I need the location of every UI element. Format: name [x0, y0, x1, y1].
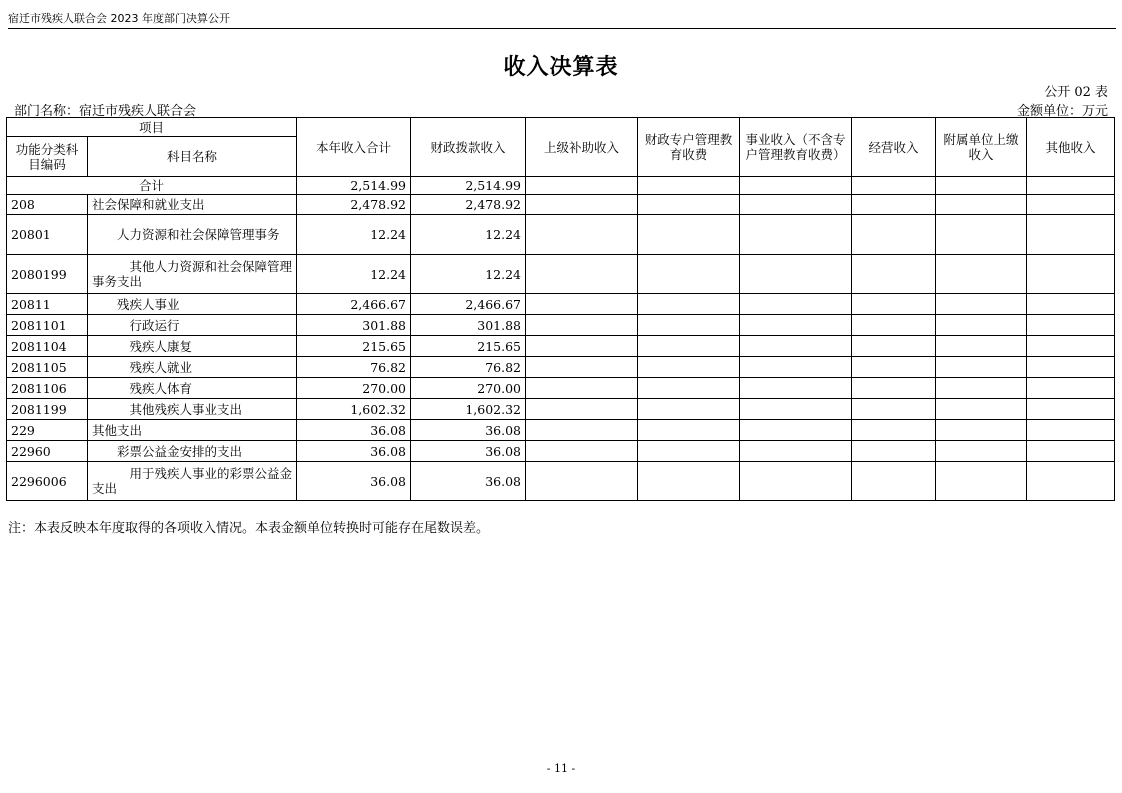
row-code: 229	[7, 420, 88, 441]
row-name: 残疾人康复	[88, 336, 297, 357]
empty-cell	[852, 357, 936, 378]
empty-cell	[852, 255, 936, 294]
empty-cell	[852, 420, 936, 441]
empty-cell	[936, 420, 1027, 441]
row-total: 76.82	[297, 357, 411, 378]
empty-cell	[638, 315, 740, 336]
table-row	[7, 195, 1115, 215]
empty-cell	[936, 462, 1027, 501]
table-row	[7, 357, 1115, 378]
empty-cell	[526, 378, 638, 399]
col-total: 本年收入合计	[297, 118, 411, 177]
empty-cell	[852, 294, 936, 315]
amount-unit: 金额单位：万元	[1016, 104, 1108, 119]
row-fiscal: 36.08	[411, 441, 526, 462]
empty-cell	[638, 255, 740, 294]
row-code: 2081105	[7, 357, 88, 378]
row-code: 208	[7, 195, 88, 215]
empty-cell	[638, 357, 740, 378]
empty-cell	[526, 357, 638, 378]
row-total: 301.88	[297, 315, 411, 336]
row-total: 2,466.67	[297, 294, 411, 315]
empty-cell	[1027, 315, 1115, 336]
row-fiscal: 301.88	[411, 315, 526, 336]
empty-cell	[852, 441, 936, 462]
empty-cell	[526, 462, 638, 501]
empty-cell	[526, 441, 638, 462]
empty-cell	[740, 441, 852, 462]
empty-cell	[936, 195, 1027, 215]
row-code: 2081106	[7, 378, 88, 399]
empty-cell	[936, 441, 1027, 462]
row-code: 2081101	[7, 315, 88, 336]
empty-cell	[638, 441, 740, 462]
row-code: 2081104	[7, 336, 88, 357]
row-code: 20801	[7, 215, 88, 255]
empty-cell	[638, 420, 740, 441]
row-fiscal: 2,478.92	[411, 195, 526, 215]
total-row	[7, 177, 1115, 195]
table-row	[7, 462, 1115, 501]
department-name: 部门名称：宿迁市残疾人联合会	[14, 104, 197, 119]
table-row	[7, 294, 1115, 315]
row-total: 36.08	[297, 441, 411, 462]
empty-cell	[1027, 399, 1115, 420]
row-code: 2081199	[7, 399, 88, 420]
empty-cell	[852, 336, 936, 357]
row-total: 1,602.32	[297, 399, 411, 420]
empty-cell	[526, 315, 638, 336]
empty-cell	[1027, 462, 1115, 501]
empty-cell	[740, 255, 852, 294]
row-name: 残疾人体育	[88, 378, 297, 399]
empty-cell	[936, 177, 1027, 195]
row-name: 残疾人事业	[88, 294, 297, 315]
row-name: 其他支出	[88, 420, 297, 441]
row-name: 行政运行	[88, 315, 297, 336]
row-total: 270.00	[297, 378, 411, 399]
empty-cell	[852, 177, 936, 195]
empty-cell	[526, 215, 638, 255]
col-business: 事业收入（不含专户管理教育收费）	[740, 118, 852, 177]
row-code: 2296006	[7, 462, 88, 501]
row-name: 彩票公益金安排的支出	[88, 441, 297, 462]
empty-cell	[526, 294, 638, 315]
footnote: 注：本表反映本年度取得的各项收入情况。本表金额单位转换时可能存在尾数误差。	[8, 521, 490, 536]
row-name: 社会保障和就业支出	[88, 195, 297, 215]
col-other: 其他收入	[1027, 118, 1115, 177]
row-fiscal: 36.08	[411, 462, 526, 501]
col-subject-name: 科目名称	[88, 137, 297, 177]
page-number: - 11 -	[546, 762, 576, 775]
row-total: 36.08	[297, 420, 411, 441]
empty-cell	[526, 399, 638, 420]
empty-cell	[638, 462, 740, 501]
empty-cell	[526, 195, 638, 215]
table-row	[7, 441, 1115, 462]
row-fiscal: 76.82	[411, 357, 526, 378]
empty-cell	[526, 177, 638, 195]
empty-cell	[852, 399, 936, 420]
empty-cell	[740, 399, 852, 420]
empty-cell	[1027, 441, 1115, 462]
table-row	[7, 255, 1115, 294]
empty-cell	[526, 255, 638, 294]
col-fiscal: 财政拨款收入	[411, 118, 526, 177]
row-fiscal: 2,466.67	[411, 294, 526, 315]
row-fiscal: 215.65	[411, 336, 526, 357]
empty-cell	[740, 315, 852, 336]
table-row	[7, 399, 1115, 420]
empty-cell	[852, 378, 936, 399]
empty-cell	[1027, 420, 1115, 441]
row-code: 22960	[7, 441, 88, 462]
empty-cell	[936, 378, 1027, 399]
row-total: 12.24	[297, 255, 411, 294]
empty-cell	[1027, 357, 1115, 378]
col-affiliated: 附属单位上缴收入	[936, 118, 1027, 177]
empty-cell	[526, 420, 638, 441]
income-table	[6, 117, 1115, 501]
table-row	[7, 215, 1115, 255]
empty-cell	[936, 399, 1027, 420]
empty-cell	[1027, 336, 1115, 357]
table-row	[7, 336, 1115, 357]
total-amount: 2,514.99	[297, 177, 411, 195]
empty-cell	[740, 215, 852, 255]
empty-cell	[1027, 255, 1115, 294]
header-row	[7, 118, 1115, 137]
empty-cell	[638, 294, 740, 315]
empty-cell	[638, 177, 740, 195]
empty-cell	[740, 177, 852, 195]
form-number: 公开 02 表	[1044, 85, 1108, 100]
empty-cell	[936, 255, 1027, 294]
empty-cell	[740, 462, 852, 501]
col-upper: 上级补助收入	[526, 118, 638, 177]
row-fiscal: 12.24	[411, 215, 526, 255]
total-fiscal: 2,514.99	[411, 177, 526, 195]
row-code: 20811	[7, 294, 88, 315]
empty-cell	[740, 294, 852, 315]
row-code: 2080199	[7, 255, 88, 294]
table-row	[7, 315, 1115, 336]
row-fiscal: 1,602.32	[411, 399, 526, 420]
empty-cell	[638, 399, 740, 420]
col-item: 项目	[7, 118, 297, 137]
running-header: 宿迁市残疾人联合会 2023 年度部门决算公开	[8, 12, 230, 25]
empty-cell	[638, 195, 740, 215]
col-func-code: 功能分类科目编码	[7, 137, 88, 177]
row-fiscal: 36.08	[411, 420, 526, 441]
empty-cell	[1027, 195, 1115, 215]
empty-cell	[936, 336, 1027, 357]
empty-cell	[852, 195, 936, 215]
empty-cell	[936, 215, 1027, 255]
row-name: 人力资源和社会保障管理事务	[88, 215, 297, 255]
empty-cell	[852, 215, 936, 255]
empty-cell	[740, 195, 852, 215]
empty-cell	[1027, 294, 1115, 315]
empty-cell	[638, 215, 740, 255]
table-row	[7, 378, 1115, 399]
row-name: 其他人力资源和社会保障管理事务支出	[88, 255, 297, 294]
empty-cell	[852, 462, 936, 501]
empty-cell	[740, 420, 852, 441]
row-name: 残疾人就业	[88, 357, 297, 378]
row-name: 用于残疾人事业的彩票公益金支出	[88, 462, 297, 501]
row-total: 36.08	[297, 462, 411, 501]
empty-cell	[936, 294, 1027, 315]
row-total: 2,478.92	[297, 195, 411, 215]
empty-cell	[638, 378, 740, 399]
col-edu-fee: 财政专户管理教育收费	[638, 118, 740, 177]
row-fiscal: 12.24	[411, 255, 526, 294]
page-title: 收入决算表	[503, 55, 619, 80]
empty-cell	[936, 315, 1027, 336]
row-fiscal: 270.00	[411, 378, 526, 399]
empty-cell	[1027, 215, 1115, 255]
row-total: 215.65	[297, 336, 411, 357]
row-name: 其他残疾人事业支出	[88, 399, 297, 420]
col-operating: 经营收入	[852, 118, 936, 177]
empty-cell	[936, 357, 1027, 378]
header-rule	[8, 28, 1116, 29]
empty-cell	[526, 336, 638, 357]
empty-cell	[740, 378, 852, 399]
row-total: 12.24	[297, 215, 411, 255]
empty-cell	[638, 336, 740, 357]
table-row	[7, 420, 1115, 441]
empty-cell	[852, 315, 936, 336]
total-label: 合计	[7, 177, 297, 195]
empty-cell	[1027, 177, 1115, 195]
empty-cell	[1027, 378, 1115, 399]
empty-cell	[740, 336, 852, 357]
empty-cell	[740, 357, 852, 378]
